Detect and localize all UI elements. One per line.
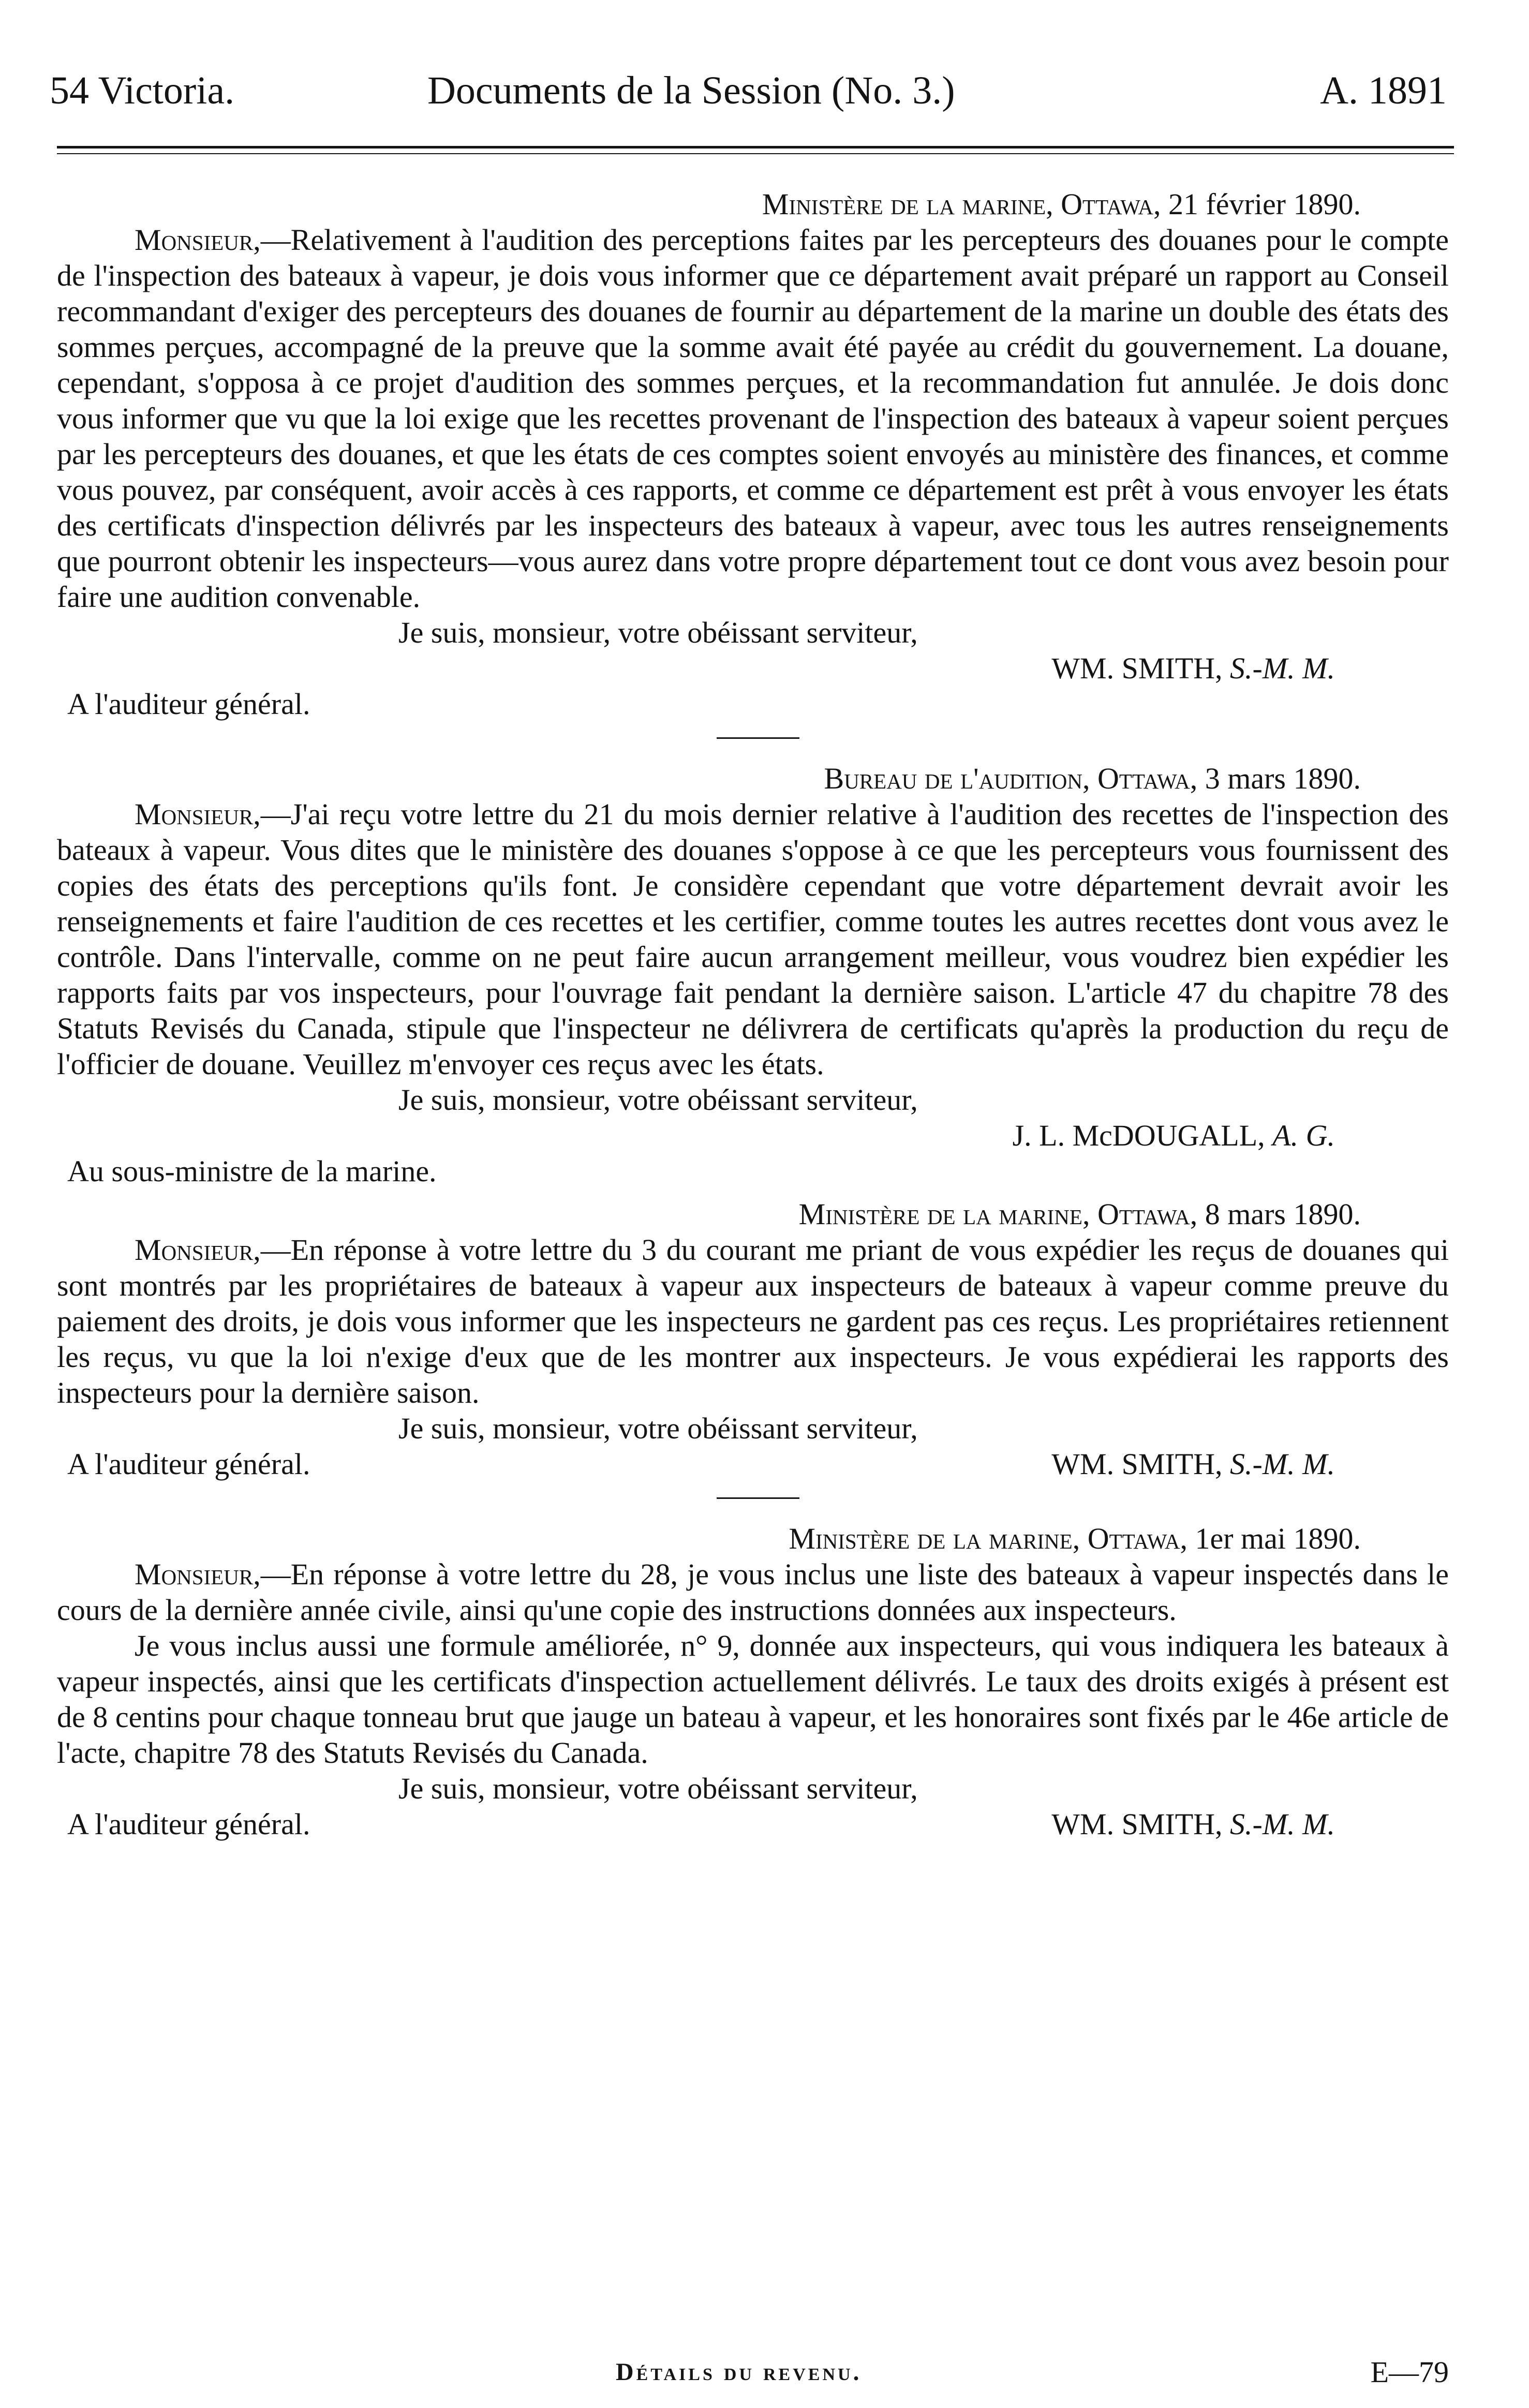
dateline-date: 21 février 1890. — [1168, 187, 1361, 221]
dateline-place: Ottawa — [1087, 1522, 1180, 1555]
letter-4 — [57, 1521, 1449, 1842]
running-header — [50, 62, 1447, 119]
section-separator — [717, 737, 799, 739]
signature-name: J. L. McDOUGALL, — [1012, 1119, 1265, 1152]
letter-paragraph: Je vous inclus aussi une formule améliorée, n° 9, donnée aux inspecteurs, qui vous indiquera les bateaux à vapeur inspectés, ainsi que les certificats d'inspection actuellement délivrés. Le taux des droits exigés à présent est de 8 centins pour chaque tonneau brut que jauge un bateau à vapeur, et les honoraires sont fixés par le 46e article de l'acte, chapitre 78 des Statuts Revisés du Canada. — [57, 1629, 1449, 1770]
signature — [57, 650, 1449, 686]
paragraph-text: —En réponse à votre lettre du 28, je vous inclus une liste des bateaux à vapeur inspectés dans le cours de la dernière année civile, ainsi qu'une copie des instructions données aux inspecteurs. — [57, 1557, 1449, 1627]
signature-name: WM. SMITH, — [1051, 651, 1223, 685]
letter-3 — [57, 1196, 1449, 1482]
signature — [1051, 1806, 1335, 1842]
page-footer — [57, 2352, 1449, 2393]
paragraph-text: —J'ai reçu votre lettre du 21 du mois dernier relative à l'audition des recettes de l'inspection des bateaux à vapeur. Vous dites que le ministère des douanes s'oppose à ce que les percepteurs vous fournissent des copies des états des perceptions qu'ils font. Je considère cependant que votre département devrait avoir les renseignements et faire l'audition de ces recettes et les certifier, comme toutes les autres recettes dont vous avez le contrôle. Dans l'intervalle, comme on ne peut faire aucun arrangement meilleur, vous voudrez bien expédier les rapports faits par vos inspecteurs, pour l'ouvrage fait pendant la dernière saison. L'article 47 du chapitre 78 des Statuts Revisés du Canada, stipule que l'inspecteur ne délivrera de certificats qu'après la production du reçu de l'officier de douane. Veuillez m'envoyer ces reçus avec les états. — [57, 797, 1449, 1081]
spacer — [57, 1189, 1449, 1196]
letter-dateline: Ministère de la marine, Ottawa, 21 février 1890. — [762, 187, 1361, 221]
signature-name: WM. SMITH, — [1051, 1807, 1223, 1841]
signature-title: S.-M. M. — [1230, 651, 1335, 685]
addressee: A l'auditeur général. — [67, 687, 310, 721]
closing: Je suis, monsieur, votre obéissant serviteur, — [398, 1411, 918, 1445]
dateline-place: Ottawa — [1097, 762, 1190, 795]
dateline-place: Ottawa — [1061, 187, 1153, 221]
signature — [57, 1118, 1449, 1153]
addressee: A l'auditeur général. — [67, 1807, 310, 1841]
salutation: Monsieur, — [135, 1233, 261, 1267]
signature-name: WM. SMITH, — [1051, 1447, 1223, 1481]
page-number: E—79 — [1370, 2355, 1449, 2389]
signature-title: A. G. — [1272, 1119, 1335, 1152]
letter-dateline: Ministère de la marine, Ottawa, 8 mars 1890. — [798, 1197, 1361, 1231]
signature-title: S.-M. M. — [1230, 1447, 1335, 1481]
dateline-from: Bureau de l'audition — [824, 762, 1082, 795]
addressee-signature-row — [57, 1806, 1449, 1842]
letter-dateline: Ministère de la marine, Ottawa, 1er mai 1890. — [789, 1522, 1361, 1555]
dateline-from: Ministère de la marine — [789, 1522, 1073, 1555]
addressee: Au sous-ministre de la marine. — [67, 1154, 437, 1188]
addressee-signature-row — [57, 1446, 1449, 1482]
closing: Je suis, monsieur, votre obéissant serviteur, — [398, 616, 918, 649]
salutation: Monsieur, — [135, 1557, 261, 1591]
salutation: Monsieur, — [135, 223, 261, 257]
dateline-from: Ministère de la marine — [762, 187, 1046, 221]
signature-title: S.-M. M. — [1230, 1807, 1335, 1841]
letter-dateline: Bureau de l'audition, Ottawa, 3 mars 1890. — [824, 762, 1361, 795]
footer-section-title: Détails du revenu. — [616, 2358, 862, 2386]
letter-paragraph — [57, 796, 1449, 1082]
signature — [1051, 1446, 1335, 1482]
paragraph-text: —Relativement à l'audition des perceptions faites par les percepteurs des douanes pour le compte de l'inspection des bateaux à vapeur, je dois vous informer que ce département avait préparé un rapport au Conseil recommandant d'exiger des percepteurs des douanes de fournir au département de la marine un double des états des sommes perçues, accompagné de la preuve que la somme avait été payée au crédit du gouvernement. La douane, cependant, s'opposa à ce projet d'audition des sommes perçues, et la recommandation fut annulée. Je dois donc vous informer que vu que la loi exige que les recettes provenant de l'inspection des bateaux à vapeur soient perçues par les percepteurs des douanes, et que les états de ces comptes soient envoyés au ministère des finances, et comme vous pouvez, par conséquent, avoir accès à ces rapports, et comme ce département est prêt à vous envoyer les états des certificats d'inspection délivrés par les inspecteurs des bateaux à vapeur, avec tous les autres renseignements que pourront obtenir les inspecteurs—vous aurez dans votre propre département tout ce dont vous avez besoin pour faire une audition convenable. — [57, 223, 1449, 614]
header-year: A. 1891 — [1320, 69, 1447, 112]
section-separator — [717, 1497, 799, 1499]
paragraph-text: —En réponse à votre lettre du 3 du courant me priant de vous expédier les reçus de douanes qui sont montrés par les propriétaires de bateaux à vapeur aux inspecteurs de bateaux à vapeur comme preuve du paiement des droits, je dois vous informer que les inspecteurs ne gardent pas ces reçus. Les propriétaires retiennent les reçus, vu que la loi n'exige d'eux que de les montrer aux inspecteurs. Je vous expédierai les rapports des inspecteurs pour la dernière saison. — [57, 1233, 1449, 1409]
letter-2 — [57, 761, 1449, 1189]
header-title: Documents de la Session (No. 3.) — [427, 69, 955, 112]
closing: Je suis, monsieur, votre obéissant serviteur, — [398, 1772, 918, 1805]
letter-paragraph — [57, 222, 1449, 615]
header-rule-thin — [57, 153, 1454, 154]
header-volume: 54 Victoria. — [50, 69, 235, 112]
letter-paragraph — [57, 1232, 1449, 1410]
dateline-place: Ottawa — [1097, 1197, 1190, 1231]
dateline-from: Ministère de la marine — [798, 1197, 1082, 1231]
addressee: A l'auditeur général. — [67, 1447, 310, 1481]
closing: Je suis, monsieur, votre obéissant serviteur, — [398, 1083, 918, 1117]
letter-paragraph — [57, 1556, 1449, 1628]
header-rule-thick — [57, 146, 1454, 148]
dateline-date: 1er mai 1890. — [1195, 1522, 1361, 1555]
dateline-date: 3 mars 1890. — [1205, 762, 1361, 795]
salutation: Monsieur, — [135, 797, 261, 831]
dateline-date: 8 mars 1890. — [1205, 1197, 1361, 1231]
letter-1 — [57, 186, 1449, 722]
page-content — [57, 186, 1449, 1842]
